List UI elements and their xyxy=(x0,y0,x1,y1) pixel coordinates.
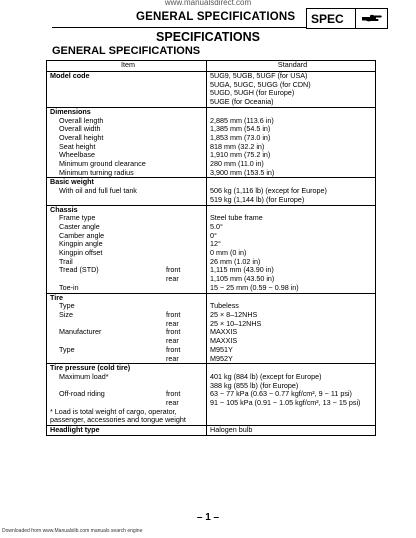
row-value: 388 kg (855 lb) (for Europe) xyxy=(207,382,376,391)
row-value: 5UGD, 5UGH (for Europe) xyxy=(207,89,376,98)
table-row xyxy=(47,196,376,205)
spec-tab xyxy=(306,8,388,29)
row-position: front xyxy=(166,389,181,399)
group-title: Chassis xyxy=(47,205,207,214)
group-title-value: 5UG9, 5UGB, 5UGF (for USA) xyxy=(207,72,376,81)
row-value: 818 mm (32.2 in) xyxy=(207,143,376,152)
row-position xyxy=(166,214,206,223)
header-item: Item xyxy=(47,61,207,72)
row-position xyxy=(166,169,206,178)
row-item xyxy=(47,98,207,107)
row-label: Off-road riding xyxy=(59,389,105,399)
row-item xyxy=(47,89,207,98)
row-label: Size xyxy=(59,309,73,319)
row-item xyxy=(47,266,207,275)
spec-label: SPEC xyxy=(307,9,356,28)
row-item xyxy=(47,373,207,382)
header-title: GENERAL SPECIFICATIONS xyxy=(136,11,296,23)
group-title: Tire pressure (cold tire) xyxy=(47,364,207,373)
row-position xyxy=(166,125,206,134)
row-value xyxy=(207,408,376,426)
row-value: MAXXIS xyxy=(207,328,376,337)
row-position: rear xyxy=(166,336,179,346)
row-position xyxy=(166,134,206,143)
group-title: Tire xyxy=(47,293,207,302)
row-label: Kingpin angle xyxy=(59,239,103,249)
row-value: 91 ~ 105 kPa (0.91 ~ 1.05 kgf/cm², 13 ~ 15 psi) xyxy=(207,399,376,408)
row-label: Type xyxy=(59,344,75,354)
row-label: Trail xyxy=(59,256,73,266)
row-value: 63 ~ 77 kPa (0.63 ~ 0.77 kgf/cm², 9 ~ 11 psi) xyxy=(207,390,376,399)
table-row xyxy=(47,408,376,426)
header-standard: Standard xyxy=(207,61,376,72)
row-item xyxy=(47,187,207,196)
row-position xyxy=(166,249,206,258)
row-label: Camber angle xyxy=(59,230,105,240)
row-item xyxy=(47,346,207,355)
group-title-row xyxy=(47,426,376,436)
row-value: M951Y xyxy=(207,346,376,355)
row-position: rear xyxy=(166,318,179,328)
page-number: – 1 – xyxy=(196,512,220,523)
table-row xyxy=(47,284,376,293)
row-label: Wheelbase xyxy=(59,150,95,160)
row-label: Tread (STD) xyxy=(59,265,99,275)
row-value: 5UGE (for Oceania) xyxy=(207,98,376,107)
row-label xyxy=(59,355,166,364)
row-value: 1,105 mm (43.50 in) xyxy=(207,275,376,284)
row-label: Minimum turning radius xyxy=(59,167,134,177)
table-row xyxy=(47,98,376,107)
row-item xyxy=(47,390,207,399)
pointing-hand-icon xyxy=(356,13,387,24)
row-position xyxy=(166,187,206,196)
group-title: Model code xyxy=(47,72,207,81)
row-value: 506 kg (1,116 lb) (except for Europe) xyxy=(207,187,376,196)
row-label: Overall width xyxy=(59,124,101,134)
row-position xyxy=(166,223,206,232)
row-position xyxy=(166,240,206,249)
row-value: 0° xyxy=(207,232,376,241)
row-value: 519 kg (1,144 lb) (for Europe) xyxy=(207,196,376,205)
row-item xyxy=(47,81,207,90)
row-value: 1,910 mm (75.2 in) xyxy=(207,151,376,160)
row-label: Overall length xyxy=(59,115,104,125)
row-label: Manufacturer xyxy=(59,327,102,337)
row-label: Seat height xyxy=(59,141,96,151)
page-title: SPECIFICATIONS xyxy=(156,30,260,44)
row-position xyxy=(166,143,206,152)
row-value: 15 ~ 25 mm (0.59 ~ 0.98 in) xyxy=(207,284,376,293)
row-value: MAXXIS xyxy=(207,337,376,346)
row-value: 1,115 mm (43.90 in) xyxy=(207,266,376,275)
group-title: Basic weight xyxy=(47,178,207,187)
row-value: Tubeless xyxy=(207,302,376,311)
spec-table-body xyxy=(47,72,376,436)
table-row xyxy=(47,169,376,178)
row-label xyxy=(59,337,166,346)
group-title: Headlight type xyxy=(47,426,207,436)
row-value: 25 × 10–12NHS xyxy=(207,320,376,329)
row-item xyxy=(47,328,207,337)
row-label: Toe-in xyxy=(59,282,79,292)
row-position xyxy=(166,284,206,293)
row-position xyxy=(166,373,206,382)
row-position xyxy=(166,160,206,169)
row-item xyxy=(47,284,207,293)
row-value: 3,900 mm (153.5 in) xyxy=(207,169,376,178)
group-title-value: Halogen bulb xyxy=(207,426,376,436)
row-position xyxy=(166,117,206,126)
row-item xyxy=(47,311,207,320)
row-label: Kingpin offset xyxy=(59,248,103,258)
row-position: rear xyxy=(166,353,179,363)
row-value: 0 mm (0 in) xyxy=(207,249,376,258)
row-position: rear xyxy=(166,398,179,408)
row-item xyxy=(47,196,207,205)
row-value: 280 mm (11.0 in) xyxy=(207,160,376,169)
row-value: 12° xyxy=(207,240,376,249)
row-value: 1,385 mm (54.5 in) xyxy=(207,125,376,134)
row-value: Steel tube frame xyxy=(207,214,376,223)
spec-table xyxy=(46,60,376,436)
header-rule xyxy=(52,27,306,28)
row-label: Minimum ground clearance xyxy=(59,159,146,169)
row-position: rear xyxy=(166,274,179,284)
row-label: Caster angle xyxy=(59,221,100,231)
row-label: Overall height xyxy=(59,132,104,142)
row-position: front xyxy=(166,265,181,275)
row-position: front xyxy=(166,327,181,337)
row-value: 1,853 mm (73.0 in) xyxy=(207,134,376,143)
row-value: 401 kg (884 lb) (except for Europe) xyxy=(207,373,376,382)
row-label: Frame type xyxy=(59,213,96,223)
row-value: M952Y xyxy=(207,355,376,364)
row-label: Type xyxy=(59,301,75,311)
row-value: 25 × 8–12NHS xyxy=(207,311,376,320)
top-watermark: www.manualsdirect.com xyxy=(164,0,252,7)
row-position: front xyxy=(166,344,181,354)
row-label: With oil and full fuel tank xyxy=(59,186,137,196)
download-footer: Downloaded from www.Manualslib.com manuals search engine xyxy=(2,528,143,534)
row-value: 26 mm (1.02 in) xyxy=(207,258,376,267)
row-value: 5.0° xyxy=(207,223,376,232)
row-position xyxy=(166,151,206,160)
row-position xyxy=(166,232,206,241)
section-title: GENERAL SPECIFICATIONS xyxy=(52,45,201,57)
row-label: Maximum load* xyxy=(59,371,109,381)
row-position: front xyxy=(166,309,181,319)
row-value: 2,885 mm (113.6 in) xyxy=(207,117,376,126)
table-header-row xyxy=(47,61,376,72)
group-title: Dimensions xyxy=(47,107,207,116)
row-value: 5UGA, 5UGC, 5UGG (for CDN) xyxy=(207,81,376,90)
row-item: * Load is total weight of cargo, operator, passenger, accessories and tongue weight xyxy=(47,408,207,426)
